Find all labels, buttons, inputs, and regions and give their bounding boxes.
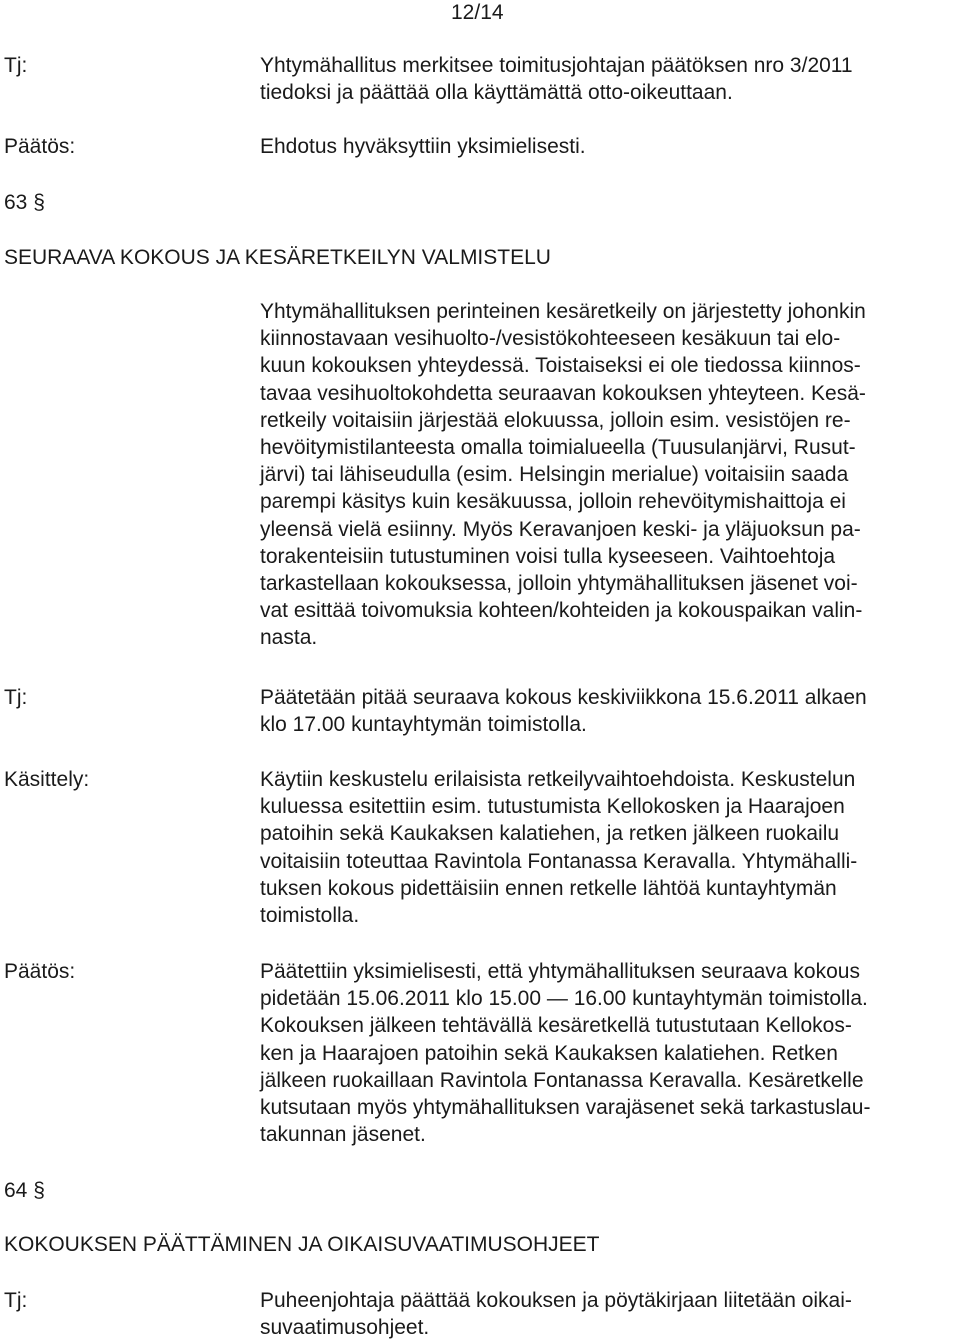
text-line: Ehdotus hyväksyttiin yksimielisesti. <box>260 135 586 158</box>
tj-text <box>260 1287 956 1341</box>
section-number: 63 § <box>4 191 45 214</box>
text-line: kutsutaan myös yhtymähallituksen varajäsenet sekä tarkastuslau- <box>260 1096 871 1120</box>
text-line: retkeily voitaisiin järjestää elokuussa, jolloin esim. vesistöjen re- <box>260 408 851 432</box>
text-line: Päätetään pitää seuraava kokous keskiviikkona 15.6.2011 alkaen <box>260 686 867 709</box>
text-line: suvaatimusohjeet. <box>260 1316 430 1340</box>
text-line: patoihin sekä Kaukaksen kalatiehen, ja retken jälkeen ruokailu <box>260 822 840 846</box>
text-line: takunnan jäsenet. <box>260 1123 426 1147</box>
paatos-text <box>260 133 956 160</box>
text-line: Yhtymähallitus merkitsee toimitusjohtajan päätöksen nro 3/2011 <box>260 54 853 77</box>
text-line: Yhtymähallituksen perinteinen kesäretkeily on järjestetty johonkin <box>260 300 866 323</box>
text-line: Päätettiin yksimielisesti, että yhtymähallituksen seuraava kokous <box>260 960 860 983</box>
text-line: toimistolla. <box>260 904 360 928</box>
text-line: tavaa vesihuoltokohdetta seuraavan kokouksen yhteyteen. Kesä- <box>260 381 866 405</box>
text-line: nasta. <box>260 626 318 650</box>
page-number: 12/14 <box>451 1 504 24</box>
paatos-text <box>260 958 956 1148</box>
text-line: Puheenjohtaja päättää kokouksen ja pöytäkirjaan liitetään oikai- <box>260 1289 852 1312</box>
tj-label: Tj: <box>4 686 28 709</box>
section-heading: KOKOUKSEN PÄÄTTÄMINEN JA OIKAISUVAATIMUSOHJEET <box>4 1233 600 1256</box>
paatos-label: Päätös: <box>4 960 76 983</box>
tj-label: Tj: <box>4 54 28 77</box>
text-line: Kokouksen jälkeen tehtävällä kesäretkellä tutustutaan Kellokos- <box>260 1014 852 1038</box>
text-line: vat esittää toivomuksia kohteen/kohteiden ja kokouspaikan valin- <box>260 599 863 623</box>
text-line: kuun kokouksen yhteydessä. Toistaiseksi ei ole tiedossa kiinnos- <box>260 354 861 378</box>
text-line: kiinnostavaan vesihuolto-/vesistökohteeseen kesäkuun tai elo- <box>260 327 841 351</box>
kasittely-text <box>260 766 956 929</box>
text-line: hevöitymistilanteesta omalla toimialueella (Tuusulanjärvi, Rusut- <box>260 436 856 460</box>
text-line: tarkastellaan kokouksessa, jolloin yhtymähallituksen jäsenet voi- <box>260 572 858 596</box>
kasittely-label: Käsittely: <box>4 768 90 791</box>
text-line: klo 17.00 kuntayhtymän toimistolla. <box>260 713 587 737</box>
section-heading: SEURAAVA KOKOUS JA KESÄRETKEILYN VALMISTELU <box>4 246 551 269</box>
text-line: jälkeen ruokaillaan Ravintola Fontanassa Keravalla. Kesäretkelle <box>260 1068 864 1092</box>
text-line: Käytiin keskustelu erilaisista retkeilyvaihtoehdoista. Keskustelun <box>260 768 856 791</box>
text-line: kuluessa esitettiin esim. tutustumista Kellokosken ja Haarajoen <box>260 795 845 819</box>
text-line: ken ja Haarajoen patoihin sekä Kaukaksen kalatiehen. Retken <box>260 1041 838 1065</box>
text-line: tuksen kokous pidettäisiin ennen retkelle lähtöä kuntayhtymän <box>260 876 837 900</box>
text-line: parempi käsitys kuin kesäkuussa, jolloin rehevöitymishaittoja ei <box>260 490 846 514</box>
tj-text <box>260 52 956 106</box>
text-line: torakenteisiin tutustuminen voisi tulla kyseeseen. Vaihtoehtoja <box>260 544 836 568</box>
text-line: tiedoksi ja päättää olla käyttämättä otto-oikeuttaan. <box>260 81 733 105</box>
text-line: pidetään 15.06.2011 klo 15.00 — 16.00 kuntayhtymän toimistolla. <box>260 987 868 1011</box>
text-line: järvi) tai lähiseudulla (esim. Helsingin merialue) voitaisiin saada <box>260 463 849 487</box>
section-number: 64 § <box>4 1179 45 1202</box>
text-line: yleensä vielä esiinny. Myös Keravanjoen keski- ja yläjuoksun pa- <box>260 517 861 541</box>
section-intro <box>260 298 956 652</box>
paatos-label: Päätös: <box>4 135 76 158</box>
text-line: voitaisiin toteuttaa Ravintola Fontanassa Keravalla. Yhtymähalli- <box>260 849 858 873</box>
tj-label: Tj: <box>4 1289 28 1312</box>
tj-text <box>260 684 956 738</box>
